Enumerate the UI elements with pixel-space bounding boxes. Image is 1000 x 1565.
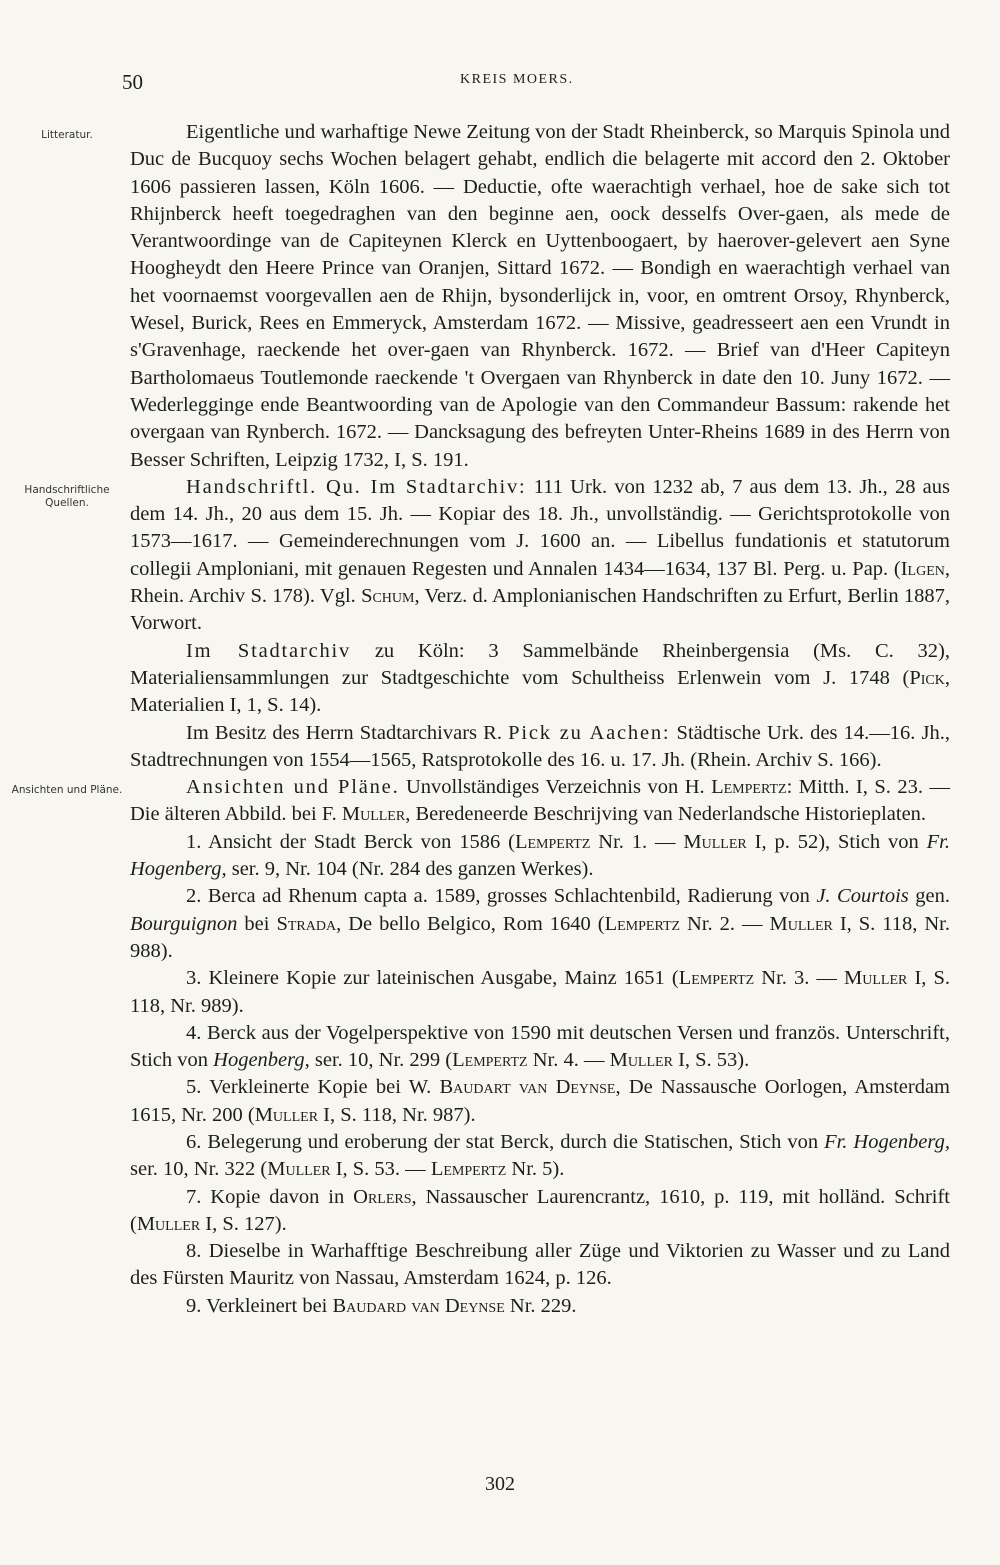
- paragraph: [130, 965, 950, 1020]
- text-run: bei: [237, 912, 277, 935]
- text-run: Lempertz: [514, 830, 591, 853]
- text-run: I, p. 52), Stich von: [746, 830, 927, 853]
- text-run: Ilgen: [900, 557, 945, 580]
- text-run: I, S. 53. —: [330, 1158, 431, 1181]
- page-body: [11, 119, 951, 1320]
- text-run: I, S. 118, Nr. 987).: [318, 1103, 476, 1126]
- text-run: Lempertz: [711, 776, 787, 799]
- text-run: , Verz. d. Amplonianischen Handschriften zu Erfurt, Berlin 1887, Vorwort.: [130, 585, 950, 635]
- text-run: 7. Kopie davon in: [186, 1185, 354, 1208]
- text-run: , Materialien I, 1, S. 14).: [130, 666, 950, 717]
- text-run: Fr. Hogenberg,: [824, 1130, 950, 1153]
- text-run: Eigentliche und warhaftige Newe Zeitung von der Stadt Rheinberck, so Marquis Spinola und Duc de Bucquoy sechs Wochen belagert gehabt, endlich die belagerte mit accord den 2. Oktober 1606 passieren lassen, Köln 1606. — Deductie, ofte waerachtigh verhael, hoe de sake sich tot Rhijnberck heeft toegedraghen van den beginne aen, oock desselfs Over-gaen, als mede de Verantwoordinge van de Capiteynen Klerck en Uyttenboogaert, by haerover-gelevert aen Syne Hoogheydt den Heere Prince van Oranjen, Sittard 1672. — Bondigh en waerachtigh verhael van het voornaemst voorgevallen aen de Rhijn, bysonderlijck in, voor, en omtrent Orsoy, Rhynberck, Wesel, Burick, Rees en Emmeryck, Amsterdam 1672. — Missive, geadresseert aen een Vrundt in s'Gravenhage, raeckende het over-gaen van Rhynberck. 1672. — Brief van d'Heer Capiteyn Bartholomaeus Toutlemonde raeckende 't Overgaen van Rhynberck in date den 10. Juny 1672. — Wederlegginge ende Beantwoording van de Apologie van den Commandeur Bassum: rakende het overgaan van Rynberch. 1672. — Dancksagung des befreyten Unter-Rheins 1689 in des Herrn von Besser Schriften, Leipzig 1732, I, S. 191.: [130, 121, 950, 471]
- text-run: Lempertz: [430, 1158, 507, 1181]
- text-run: Nr. 5).: [506, 1158, 565, 1181]
- paragraph: [130, 1293, 950, 1320]
- text-run: Unvollständiges Verzeichnis von H.: [399, 776, 712, 799]
- text-run: Lempertz: [452, 1049, 528, 1072]
- page-number-top: 50: [122, 70, 143, 94]
- text-run: ser. 9, Nr. 104 (Nr. 284 des ganzen Werkes).: [226, 858, 594, 881]
- text-run: Lempertz: [678, 967, 755, 990]
- section-1: [41, 119, 950, 474]
- text-run: Ansichten und Pläne.: [186, 776, 400, 799]
- text-run: Bourguignon: [130, 912, 238, 935]
- section-2: [24, 474, 950, 774]
- text-run: Hogenberg,: [213, 1049, 310, 1072]
- text-run: Nr. 229.: [504, 1294, 577, 1317]
- section-3: [11, 774, 951, 1320]
- text-run: 111 Urk. von 1232 ab, 7 aus dem 13. Jh., 28 aus dem 14. Jh., 20 aus dem 15. Jh. — Kopiar des 18. Jh., unvollständig. — Gerichtsprotokolle von 1573—1617. — Gemeinderechnungen vom J. 1600 an. — Libellus fundationis et statutorum collegii Amploniani, mit genauen Regesten und Annalen 1434—1634, 137 Bl. Perg. u. Pap. (: [130, 475, 950, 580]
- text-run: , De bello Belgico, Rom 1640 (: [336, 912, 605, 935]
- margin-note: Ansichten und Pläne.: [11, 784, 123, 797]
- text-run: J. Courtois: [816, 885, 909, 908]
- paragraph: [130, 720, 950, 775]
- text-run: Pick: [909, 666, 945, 689]
- margin-note: Litteratur.: [41, 129, 93, 141]
- paragraph: [130, 1074, 950, 1129]
- text-run: 9. Verkleinert bei: [186, 1294, 333, 1317]
- page-footer-number: 302: [485, 1473, 515, 1495]
- paragraph: [130, 1184, 950, 1239]
- margin-note: Handschriftliche Quellen.: [24, 483, 110, 509]
- running-head: KREIS MOERS.: [460, 72, 574, 87]
- text-run: Handschriftl. Qu. Im Stadtarchiv:: [186, 475, 527, 498]
- text-run: I, S. 53).: [672, 1049, 750, 1072]
- text-run: Muller: [136, 1212, 201, 1235]
- text-run: zu Köln: 3 Sammelbände Rheinbergensia (Ms. C. 32), Materialiensammlungen zur Stadtgeschichte vom Schultheiss Erlenwein vom J. 1748 (: [130, 639, 950, 689]
- text-run: 6. Belegerung und eroberung der stat Berck, durch die Statischen, Stich von: [186, 1130, 825, 1153]
- text-run: Baudart van Deynse: [439, 1076, 616, 1099]
- text-run: ser. 10, Nr. 322 (: [130, 1158, 268, 1181]
- text-run: I, S. 127).: [200, 1212, 287, 1235]
- text-run: , Beredeneerde Beschrijving van Nederlandsche Historieplaten.: [405, 803, 927, 826]
- text-run: I, S. 118, Nr. 988).: [130, 912, 950, 962]
- text-run: ser. 10, Nr. 299 (: [309, 1049, 453, 1072]
- text-run: gen.: [908, 885, 950, 908]
- text-run: Muller: [844, 967, 908, 990]
- text-run: Nr. 1. —: [590, 830, 684, 853]
- text-run: Muller: [769, 912, 833, 935]
- text-run: , De Nassausche Oorlogen, Amsterdam 1615, Nr. 200 (: [130, 1076, 950, 1126]
- text-run: Schum: [361, 585, 415, 608]
- text-run: Muller: [609, 1049, 673, 1072]
- text-run: Im Besitz des Herrn Stadtarchivars R.: [186, 721, 509, 744]
- text-run: : Mitth. I, S. 23. — Die älteren Abbild. bei F.: [130, 776, 950, 826]
- text-run: 1. Ansicht der Stadt Berck von 1586 (: [186, 830, 515, 853]
- text-run: Strada: [276, 912, 337, 935]
- text-run: 8. Dieselbe in Warhafftige Beschreibung aller Züge und Viktorien zu Wasser und zu Land des Fürsten Mauritz von Nassau, Amsterdam 1624, p. 126.: [130, 1240, 950, 1290]
- text-run: I, S. 118, Nr. 989).: [130, 967, 951, 1017]
- text-run: Fr. Hogenberg,: [130, 830, 951, 881]
- text-run: Nr. 4. —: [527, 1049, 610, 1072]
- paragraph: [130, 1020, 950, 1075]
- text-run: Nr. 2. —: [680, 912, 770, 935]
- text-run: 2. Berca ad Rhenum capta a. 1589, grosses Schlachtenbild, Radierung von: [186, 885, 817, 908]
- text-run: 3. Kleinere Kopie zur lateinischen Ausgabe, Mainz 1651 (: [186, 967, 679, 990]
- text-run: 5. Verkleinerte Kopie bei W.: [186, 1076, 440, 1099]
- paragraph: [130, 638, 950, 720]
- text-run: , Rhein. Archiv S. 178). Vgl.: [130, 557, 950, 608]
- paragraph: [130, 883, 950, 965]
- text-run: 4. Berck aus der Vogelperspektive von 1590 mit deutschen Versen und französ. Unterschrift, Stich von: [130, 1021, 950, 1072]
- text-run: Im Stadtarchiv: [186, 639, 352, 662]
- text-run: Nr. 3. —: [754, 967, 845, 990]
- text-run: Muller: [341, 803, 406, 826]
- text-run: Muller: [683, 830, 747, 853]
- paragraph: [130, 1238, 950, 1293]
- text-run: Pick zu Aachen:: [508, 721, 671, 744]
- text-run: Städtische Urk. des 14.—16. Jh., Stadtrechnungen von 1554—1565, Ratsprotokolle des 16. u. 17. Jh. (Rhein. Archiv S. 166).: [130, 721, 950, 771]
- paragraph: [130, 1129, 950, 1184]
- paragraph: [130, 474, 950, 638]
- paragraph: [130, 119, 950, 474]
- text-run: Orlers: [353, 1185, 412, 1208]
- paragraph: [130, 774, 950, 829]
- text-run: Baudard van Deynse: [332, 1294, 505, 1317]
- text-run: Lempertz: [604, 912, 681, 935]
- text-run: , Nassauscher Laurencrantz, 1610, p. 119, mit holländ. Schrift (: [130, 1185, 950, 1235]
- paragraph: [130, 829, 950, 884]
- text-run: Muller: [267, 1158, 331, 1181]
- text-run: Muller: [254, 1103, 319, 1126]
